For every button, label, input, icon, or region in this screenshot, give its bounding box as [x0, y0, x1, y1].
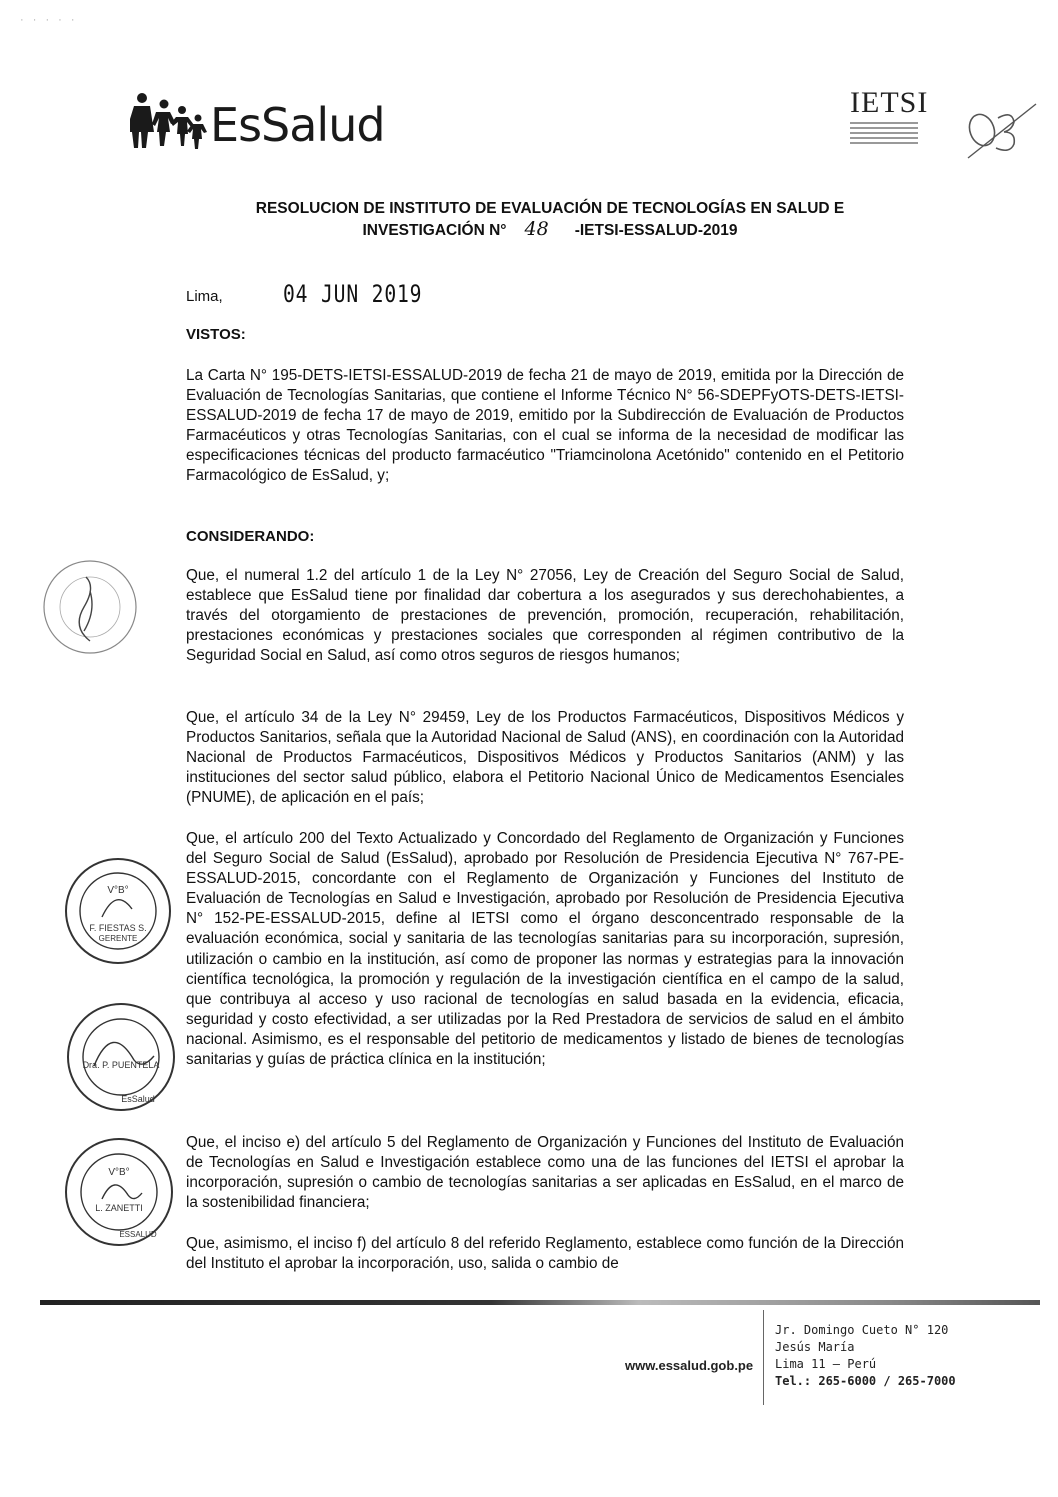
signature-seal-1: [40, 557, 140, 657]
seal-3-name: L. ZANETTI: [95, 1203, 143, 1213]
address-line-2: Jesús María: [775, 1340, 855, 1354]
ietsi-subtitle-lines: [850, 122, 928, 144]
date-stamp: 04 JUN 2019: [283, 280, 423, 308]
stamp-fiestas: [62, 855, 174, 967]
vistos-heading: VISTOS:: [186, 326, 246, 343]
seal-2-name: Dra. P. PUENTELA: [82, 1060, 160, 1070]
stamp-zanetti: [62, 1135, 176, 1249]
phone-line: Tel.: 265-6000 / 265-7000: [775, 1374, 956, 1388]
title-line-2-suffix: -IETSI-ESSALUD-2019: [574, 222, 738, 239]
scan-artifact: · · · · ·: [20, 14, 78, 26]
title-line-1: RESOLUCION DE INSTITUTO DE EVALUACIÓN DE TECNOLOGÍAS EN SALUD E: [255, 200, 845, 217]
address-line-1: Jr. Domingo Cueto N° 120: [775, 1323, 949, 1337]
resolution-title: [150, 198, 950, 241]
logo-text: EsSalud: [210, 98, 385, 152]
considerando-heading: CONSIDERANDO:: [186, 528, 315, 545]
place: Lima,: [186, 288, 223, 305]
paragraph-4: Que, el inciso e) del artículo 5 del Reglamento de Organización y Funciones del Instituto de Evaluación de Tecnologías en Salud e Investigación establece como una de las funciones del IETSI el aprobar la incorporación, supresión o cambio de tecnologías sanitarias a ser aplicadas en EsSalud, en el marco de la sostenibilidad financiera;: [186, 1134, 904, 1212]
handwritten-page-number: [958, 100, 1038, 160]
paragraph-5: Que, asimismo, el inciso f) del artículo 8 del referido Reglamento, establece como función de la Dirección del Instituto el aprobar la incorporación, uso, salida o cambio de: [186, 1235, 904, 1273]
footer-rule: [40, 1300, 1040, 1305]
footer-website: www.essalud.gob.pe: [625, 1358, 754, 1373]
paragraph-3: Que, el artículo 200 del Texto Actualizado y Concordado del Reglamento de Organización y Funciones del Seguro Social de Salud (EsSalud), aprobado por Resolución de Presidencia Ejecutiva N° 767-PE-ESSALUD-2015, concordante con el Reglamento de Organización y Funciones del Instituto de Evaluación de Tecnologías en Salud e Investigación, aprobado por Resolución de Presidencia Ejecutiva N° 152-PE-ESSALUD-2015, define al IETSI como el órgano desconcentrado responsable de la evaluación económica, social y sanitaria de las tecnologías sanitarias para su incorporación, supresión, utilización o cambio en la institución, así como de proponer las normas y estrategias para la innovación científica tecnológica, la promoción y regulación de la investigación científica en el campo de la salud, que contribuya al acceso y uso racional de tecnologías en salud basada en la evidencia, eficacia, seguridad y costo efectividad, a ser utilizadas por la Red Prestadora de servicios de salud en el ámbito nacional. Asimismo, es el responsable del petitorio de medicamentos y listado de bienes de tecnologías sanitarias y guías de práctica clínica en la institución;: [186, 830, 904, 1069]
family-figures-icon: [130, 92, 208, 150]
vistos-paragraph: La Carta N° 195-DETS-IETSI-ESSALUD-2019 de fecha 21 de mayo de 2019, emitida por la Dirección de Evaluación de Tecnologías Sanitarias, que contiene el Informe Técnico N° 56-SDEPFyOTS-DETS-IETSI-ESSALUD-2019 de fecha 17 de mayo de 2019, emitido por la Subdirección de Evaluación de Productos Farmacéuticos y otras Tecnologías Sanitarias, con el cual se informa de la necesidad de modificar las especificaciones técnicas del producto farmacéutico "Triamcinolona Acetónido" contenido en el Petitorio Farmacológico de EsSalud, y;: [186, 367, 904, 485]
ietsi-text: IETSI: [850, 86, 929, 119]
seal-1-top-text: V°B°: [107, 885, 129, 896]
seal-1-name: F. FIESTAS S.: [89, 923, 147, 933]
stamp-puentela: [64, 1000, 178, 1114]
seal-2-bottom-text: EsSalud: [121, 1094, 155, 1104]
essalud-logo: [130, 92, 385, 150]
footer-separator: [763, 1310, 764, 1405]
paragraph-2: Que, el artículo 34 de la Ley N° 29459, Ley de los Productos Farmacéuticos, Dispositivos Médicos y Productos Sanitarios, señala que la Autoridad Nacional de Salud (ANS), en coordinación con la Autoridad Nacional de Productos Farmacéuticos, Dispositivos Médicos y Productos Sanitarios (ANM) y las instituciones del sector salud público, elabora el Petitorio Nacional Único de Medicamentos Esenciales (PNUME), de aplicación en el país;: [186, 709, 904, 807]
seal-3-bottom-text: ESSALUD: [119, 1230, 157, 1239]
seal-3-top-text: V°B°: [108, 1167, 130, 1178]
seal-1-role: GERENTE: [98, 934, 138, 943]
paragraph-1: Que, el numeral 1.2 del artículo 1 de la Ley N° 27056, Ley de Creación del Seguro Social de Salud, establece que EsSalud tiene por finalidad dar cobertura a los asegurados y sus derechohabientes, a través del otorgamiento de prestaciones de prevención, promoción, recuperación, rehabilitación, prestaciones económicas y prestaciones sociales que corresponden al régimen contributivo de la Seguridad Social en Salud, así como otros seguros de riesgos humanos;: [186, 567, 904, 665]
resolution-number: 48: [524, 218, 549, 240]
title-line-2-prefix: INVESTIGACIÓN N°: [362, 222, 507, 239]
address-line-3: Lima 11 – Perú: [775, 1357, 877, 1371]
ietsi-logo: [850, 88, 928, 147]
footer-address: [775, 1322, 956, 1390]
title-line-2: [150, 219, 950, 241]
